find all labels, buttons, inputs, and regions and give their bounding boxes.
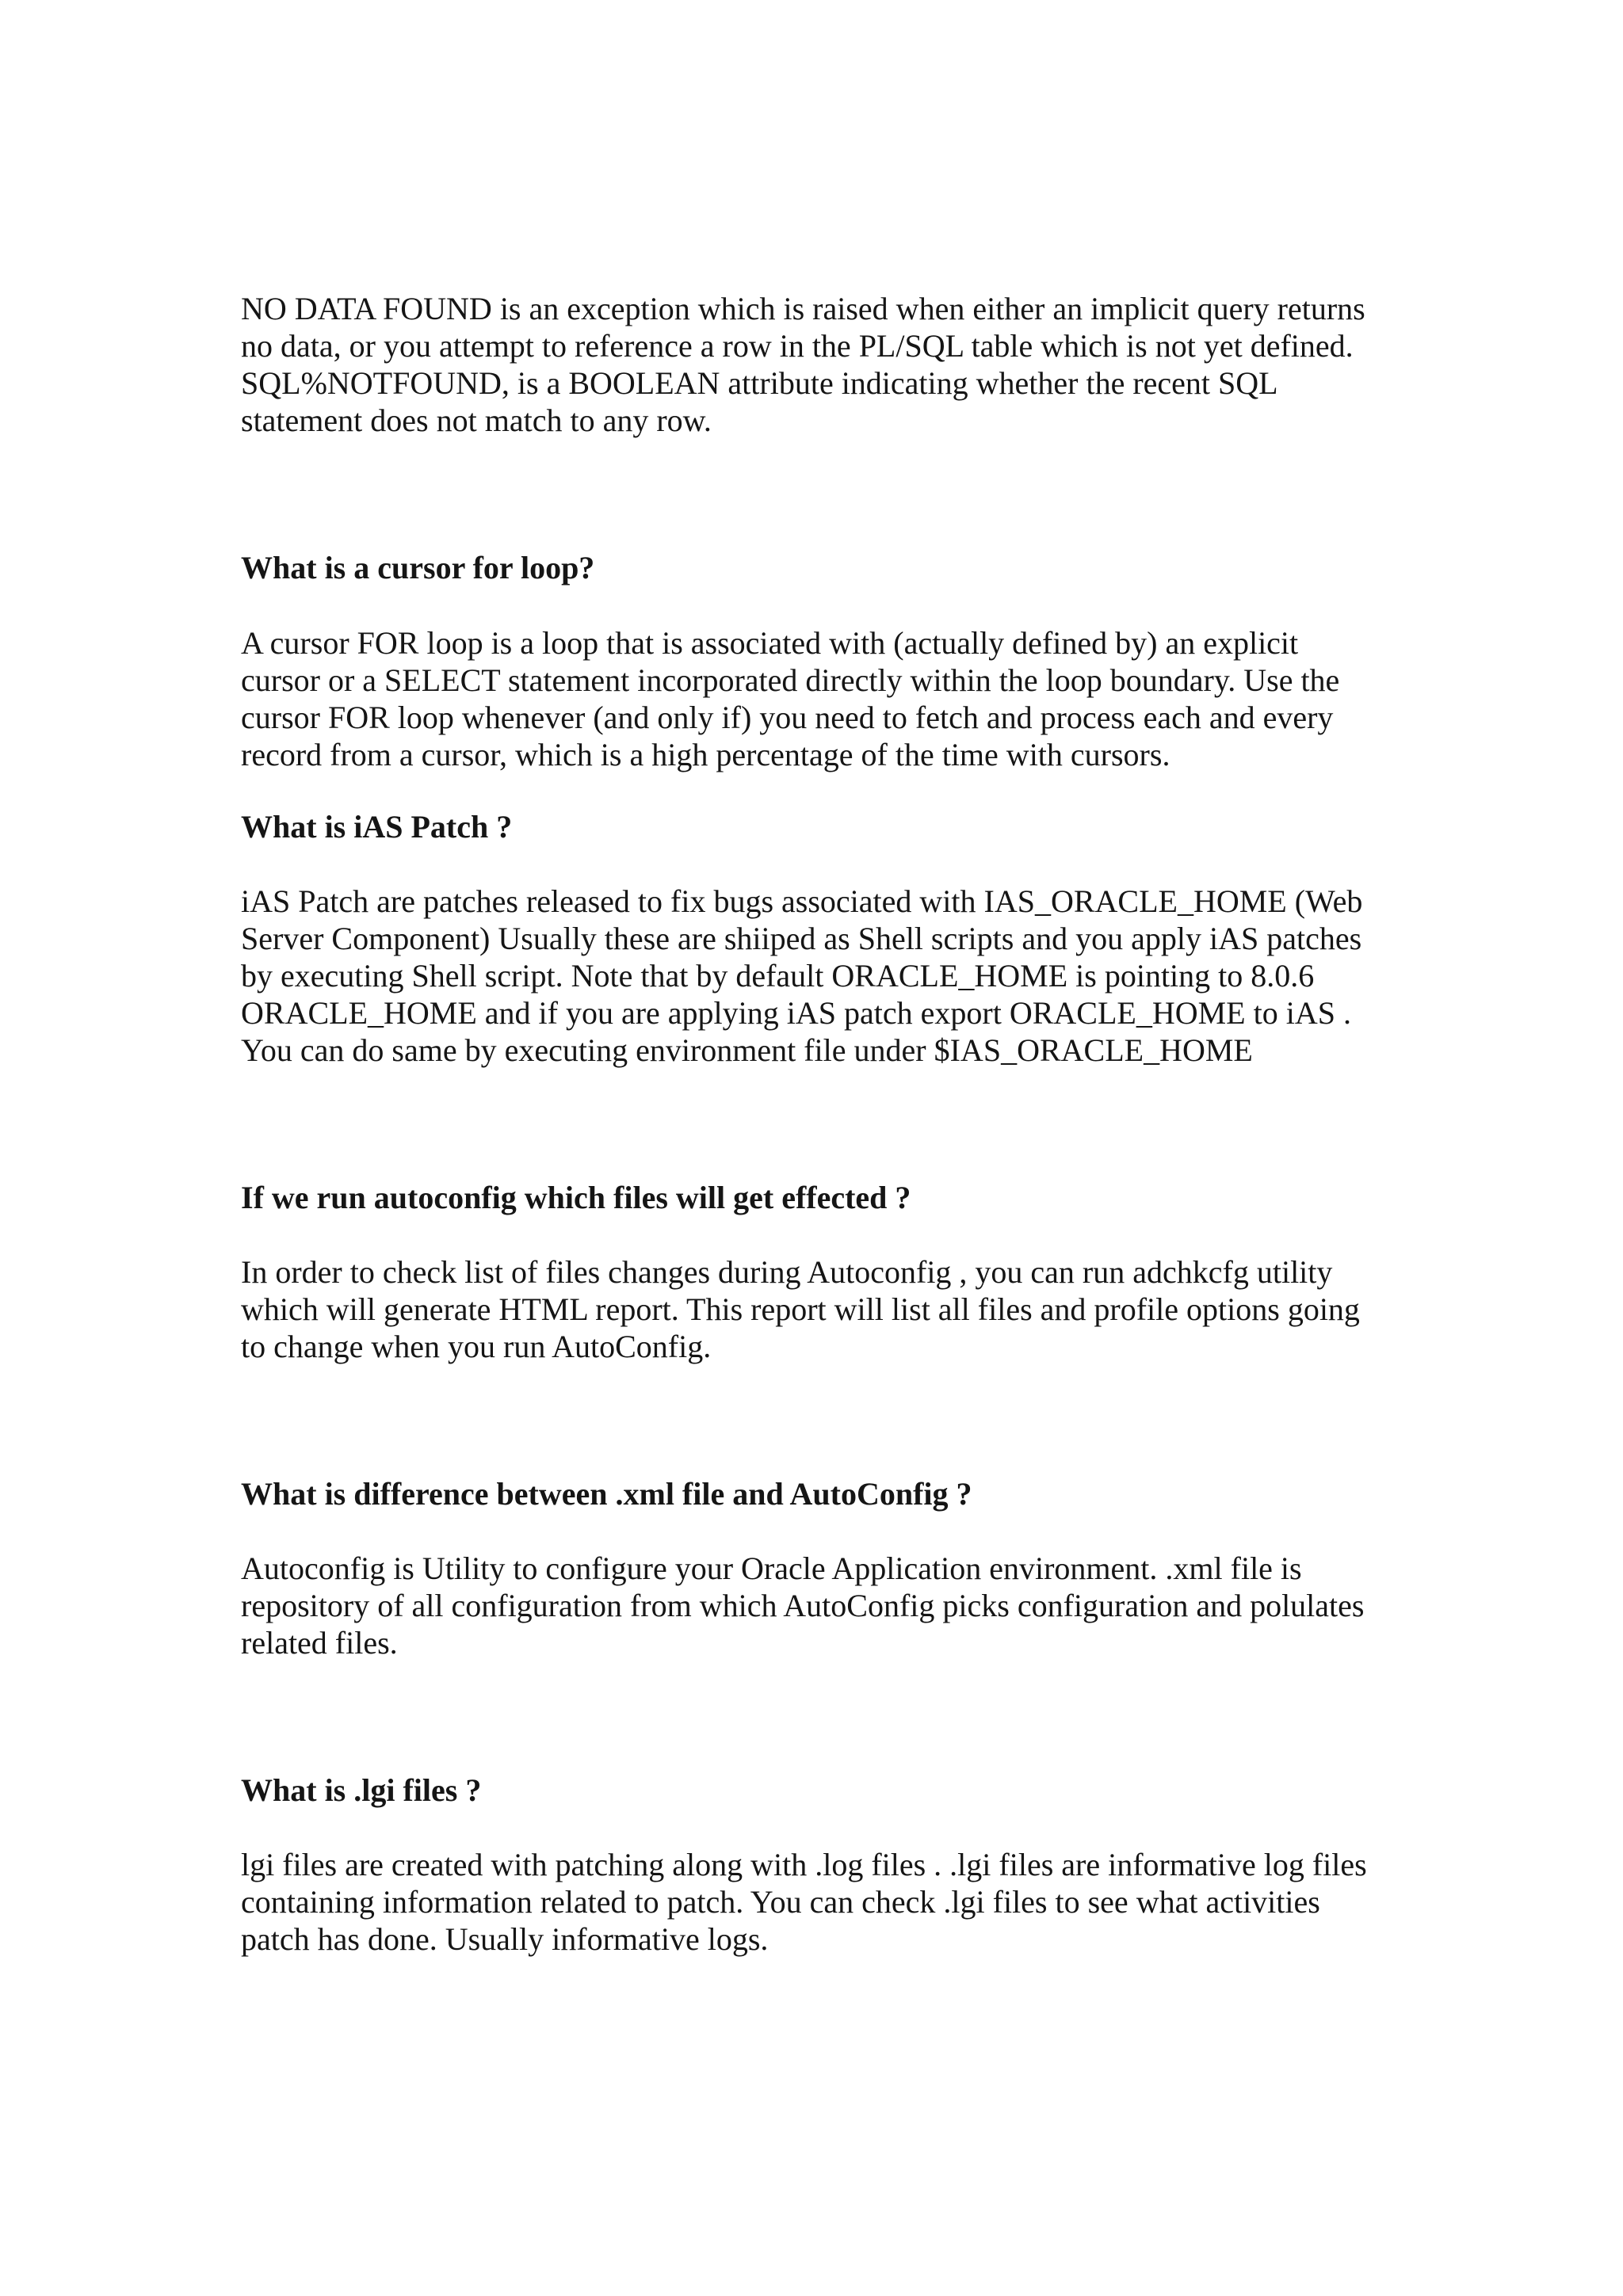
heading-cursor-for-loop: What is a cursor for loop? (241, 550, 595, 585)
paragraph-autoconfig-files: In order to check list of files changes during Autoconfig , you can run adchkcfg utility which will generate HTML report. This report will list all files and profile options going to change when you run AutoConfig. (241, 1254, 1360, 1364)
heading-lgi-files: What is .lgi files ? (241, 1772, 482, 1808)
heading-xml-vs-autoconfig: What is difference between .xml file and AutoConfig ? (241, 1476, 972, 1512)
paragraph-lgi-files: lgi files are created with patching along with .log files . .lgi files are informative log files containing information related to patch. You can check .lgi files to see what activities patch has done. Usually informative logs. (241, 1847, 1367, 1957)
heading-autoconfig-files: If we run autoconfig which files will get effected ? (241, 1180, 911, 1215)
paragraph-cursor-for-loop: A cursor FOR loop is a loop that is associated with (actually defined by) an explicit cursor or a SELECT statement incorporated directly within the loop boundary. Use the cursor FOR loop whenever (and only if) you need to fetch and process each and every record from a cursor, which is a high percentage of the time with cursors. (241, 625, 1340, 772)
intro-paragraph: NO DATA FOUND is an exception which is raised when either an implicit query returns no data, or you attempt to reference a row in the PL/SQL table which is not yet defined. SQL%NOTFOUND, is a BOOLEAN attribute indicating whether the recent SQL statement does not match to any row. (241, 291, 1365, 438)
paragraph-xml-vs-autoconfig: Autoconfig is Utility to configure your Oracle Application environment. .xml file is repository of all configuration from which AutoConfig picks configuration and polulates related files. (241, 1550, 1365, 1661)
heading-ias-patch: What is iAS Patch ? (241, 809, 513, 845)
paragraph-ias-patch: iAS Patch are patches released to fix bugs associated with IAS_ORACLE_HOME (Web Server Component) Usually these are shiiped as Shell scripts and you apply iAS patches by executing Shell script. Note that by default ORACLE_HOME is pointing to 8.0.6 ORACLE_HOME and if you are applying iAS patch export ORACLE_HOME to iAS . You can do same by executing environment file under $IAS_ORACLE_HOME (241, 883, 1363, 1068)
